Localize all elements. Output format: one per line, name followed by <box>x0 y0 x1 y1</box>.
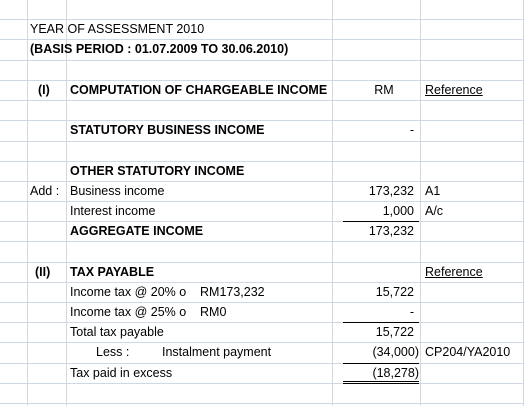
income-tax-25-value[interactable]: - <box>409 305 414 319</box>
less-label[interactable]: Less : <box>96 345 130 359</box>
section-i-title[interactable]: COMPUTATION OF CHARGEABLE INCOME <box>70 83 328 97</box>
grid-row-line <box>0 141 524 142</box>
tax-paid-in-excess-value[interactable]: (18,278) <box>372 366 419 380</box>
business-income-value[interactable]: 173,232 <box>368 184 414 198</box>
basis-period-text[interactable]: (BASIS PERIOD : 01.07.2009 TO 30.06.2010) <box>30 42 289 56</box>
reference-header[interactable]: Reference <box>425 83 483 97</box>
grid-row-line <box>0 100 524 101</box>
interest-income-ref[interactable]: A/c <box>425 204 444 218</box>
section-ii-number[interactable]: (II) <box>35 265 51 279</box>
tax-paid-in-excess-label[interactable]: Tax paid in excess <box>70 366 173 380</box>
reference-header-2[interactable]: Reference <box>425 265 483 279</box>
income-tax-20-value[interactable]: 15,722 <box>375 285 414 299</box>
total-tax-payable-value[interactable]: 15,722 <box>375 325 414 339</box>
statutory-business-income-label[interactable]: STATUTORY BUSINESS INCOME <box>70 123 265 137</box>
aggregate-income-value[interactable]: 173,232 <box>368 224 414 238</box>
other-statutory-income-label[interactable]: OTHER STATUTORY INCOME <box>70 164 245 178</box>
business-income-label[interactable]: Business income <box>70 184 165 198</box>
instalment-payment-ref[interactable]: CP204/YA2010 <box>425 345 511 359</box>
income-tax-20-base[interactable]: RM173,232 <box>200 285 265 299</box>
total-tax-payable-label[interactable]: Total tax payable <box>70 325 164 339</box>
instalment-payment-label[interactable]: Instalment payment <box>162 345 272 359</box>
income-tax-25-base[interactable]: RM0 <box>200 305 227 319</box>
section-i-number[interactable]: (I) <box>38 83 50 97</box>
interest-income-value[interactable]: 1,000 <box>382 204 414 218</box>
grid-row-line <box>0 60 524 61</box>
income-tax-20-label[interactable]: Income tax @ 20% o <box>70 285 187 299</box>
grid-row-line <box>0 241 524 242</box>
currency-header[interactable]: RM <box>374 83 394 97</box>
total-double-rule <box>343 381 419 384</box>
year-of-assessment-title[interactable]: YEAR OF ASSESSMENT 2010 <box>30 22 205 36</box>
section-ii-title[interactable]: TAX PAYABLE <box>70 265 155 279</box>
income-tax-25-label[interactable]: Income tax @ 25% o <box>70 305 187 319</box>
aggregate-income-label[interactable]: AGGREGATE INCOME <box>70 224 204 238</box>
add-label[interactable]: Add : <box>30 184 60 198</box>
statutory-business-income-value[interactable]: - <box>409 123 414 137</box>
business-income-ref[interactable]: A1 <box>425 184 441 198</box>
interest-income-label[interactable]: Interest income <box>70 204 156 218</box>
grid-row-line <box>0 403 524 404</box>
instalment-payment-value[interactable]: (34,000) <box>372 345 419 359</box>
grid-row-line <box>0 383 524 384</box>
